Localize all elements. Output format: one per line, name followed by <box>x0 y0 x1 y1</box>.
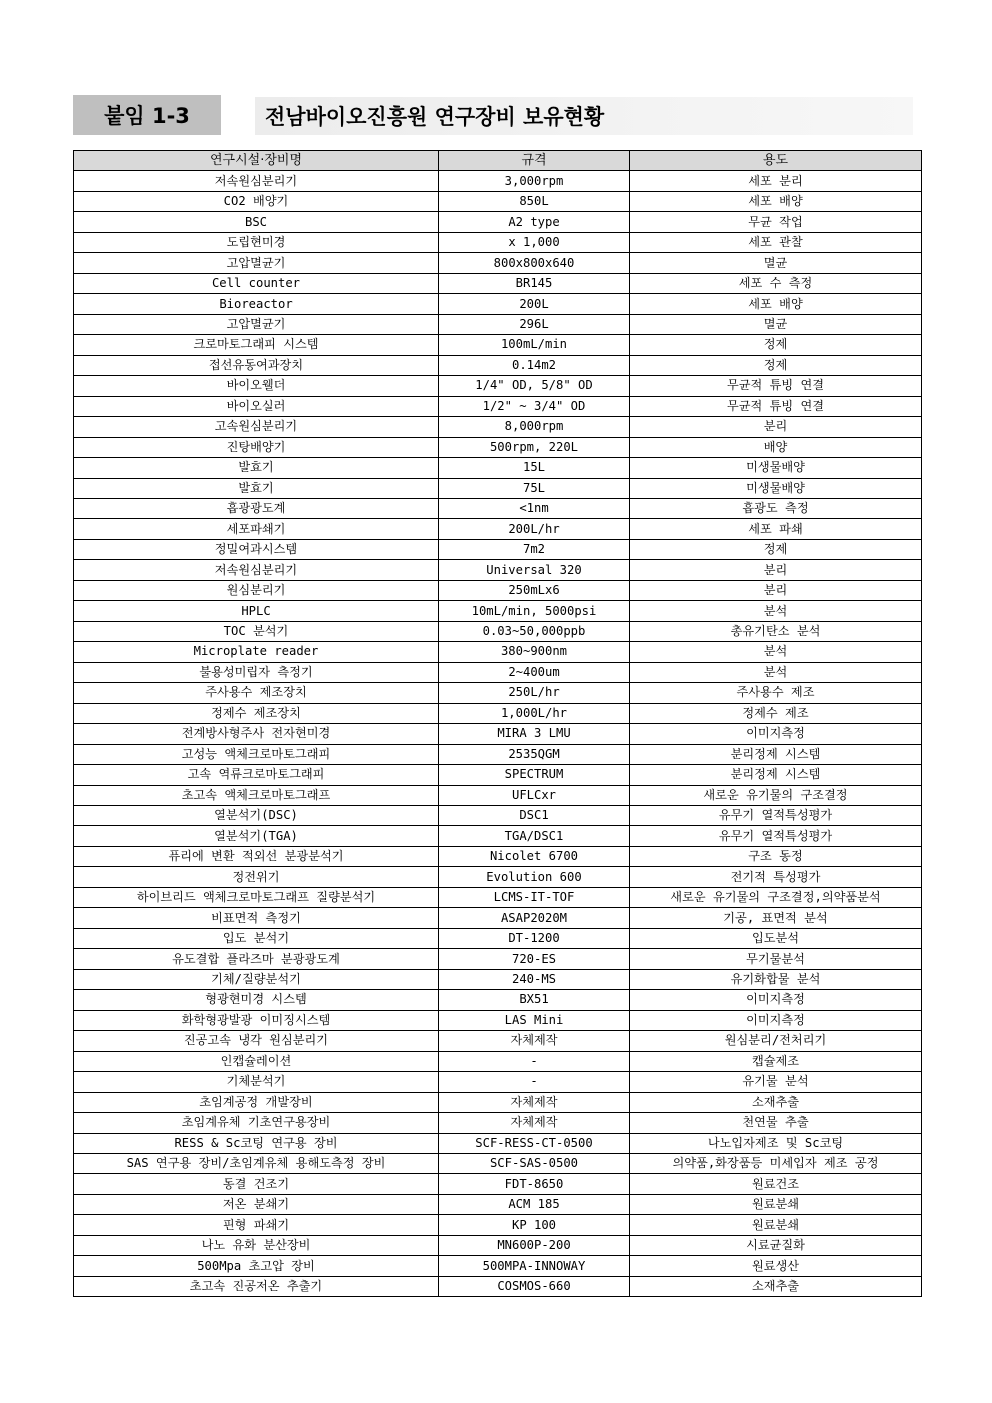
spec-cell: Nicolet 6700 <box>439 846 630 866</box>
usage-cell: 세포 배양 <box>630 294 922 314</box>
usage-cell: 원심분리/전처리기 <box>630 1031 922 1051</box>
usage-cell: 구조 동정 <box>630 846 922 866</box>
equipment-name-cell: 고속원심분리기 <box>74 417 439 437</box>
equipment-name-cell: 접선유동여과장치 <box>74 355 439 375</box>
table-row <box>74 171 922 191</box>
table-row <box>74 1113 922 1133</box>
spec-cell: 2535QGM <box>439 744 630 764</box>
equipment-name-cell: 입도 분석기 <box>74 928 439 948</box>
table-row <box>74 1010 922 1030</box>
table-row <box>74 314 922 334</box>
table-row <box>74 621 922 641</box>
spec-cell: 0.14m2 <box>439 355 630 375</box>
usage-cell: 정제 <box>630 539 922 559</box>
document-header <box>73 95 913 135</box>
spec-cell: LAS Mini <box>439 1010 630 1030</box>
equipment-name-cell: 기체분석기 <box>74 1072 439 1092</box>
usage-cell: 유무기 열적특성평가 <box>630 806 922 826</box>
equipment-name-cell: Cell counter <box>74 273 439 293</box>
table-row <box>74 519 922 539</box>
equipment-name-cell: BSC <box>74 212 439 232</box>
usage-cell: 주사용수 제조 <box>630 683 922 703</box>
table-row <box>74 1133 922 1153</box>
table-row <box>74 949 922 969</box>
table-row <box>74 232 922 252</box>
equipment-name-cell: 열분석기(DSC) <box>74 806 439 826</box>
equipment-name-cell: 핀형 파쇄기 <box>74 1215 439 1235</box>
spec-cell: SCF-SAS-0500 <box>439 1153 630 1173</box>
usage-cell: 무기물분석 <box>630 949 922 969</box>
usage-cell: 정제 <box>630 355 922 375</box>
table-row <box>74 908 922 928</box>
appendix-tag: 붙임 1-3 <box>73 95 221 135</box>
spec-cell: <1nm <box>439 498 630 518</box>
table-row <box>74 703 922 723</box>
usage-cell: 새로운 유기물의 구조결정 <box>630 785 922 805</box>
usage-cell: 시료균질화 <box>630 1235 922 1255</box>
table-row <box>74 253 922 273</box>
equipment-name-cell: 발효기 <box>74 458 439 478</box>
equipment-name-cell: 저속원심분리기 <box>74 560 439 580</box>
table-row <box>74 1072 922 1092</box>
spec-cell: 100mL/min <box>439 335 630 355</box>
equipment-name-cell: 유도결합 플라즈마 분광광도계 <box>74 949 439 969</box>
equipment-name-cell: 주사용수 제조장치 <box>74 683 439 703</box>
usage-cell: 분리 <box>630 417 922 437</box>
table-row <box>74 539 922 559</box>
usage-cell: 분석 <box>630 642 922 662</box>
usage-cell: 소재추출 <box>630 1276 922 1296</box>
equipment-name-cell: 고압멸균기 <box>74 253 439 273</box>
spec-cell: TGA/DSC1 <box>439 826 630 846</box>
spec-cell: - <box>439 1072 630 1092</box>
table-row <box>74 642 922 662</box>
usage-cell: 세포 분리 <box>630 171 922 191</box>
usage-cell: 입도분석 <box>630 928 922 948</box>
spec-cell: 720-ES <box>439 949 630 969</box>
table-row <box>74 662 922 682</box>
spec-cell: 200L <box>439 294 630 314</box>
spec-cell: ASAP2020M <box>439 908 630 928</box>
usage-cell: 분석 <box>630 601 922 621</box>
table-row <box>74 724 922 744</box>
equipment-name-cell: 바이오실러 <box>74 396 439 416</box>
document-title: 전남바이오진흥원 연구장비 보유현황 <box>255 97 913 135</box>
equipment-name-cell: 나노 유화 분산장비 <box>74 1235 439 1255</box>
equipment-name-cell: 인캡슐레이션 <box>74 1051 439 1071</box>
table-row <box>74 601 922 621</box>
table-row <box>74 826 922 846</box>
usage-cell: 무균 작업 <box>630 212 922 232</box>
table-row <box>74 765 922 785</box>
equipment-name-cell: RESS & Sc코팅 연구용 장비 <box>74 1133 439 1153</box>
table-row <box>74 191 922 211</box>
column-header-name: 연구시설·장비명 <box>74 151 439 171</box>
usage-cell: 원료생산 <box>630 1256 922 1276</box>
spec-cell: 850L <box>439 191 630 211</box>
usage-cell: 캡슐제조 <box>630 1051 922 1071</box>
equipment-name-cell: 형광현미경 시스템 <box>74 990 439 1010</box>
equipment-name-cell: 저속원심분리기 <box>74 171 439 191</box>
equipment-name-cell: 기체/질량분석기 <box>74 969 439 989</box>
usage-cell: 분석 <box>630 662 922 682</box>
equipment-table <box>73 150 922 1297</box>
equipment-name-cell: 세포파쇄기 <box>74 519 439 539</box>
spec-cell: DSC1 <box>439 806 630 826</box>
column-header-usage: 용도 <box>630 151 922 171</box>
usage-cell: 원료분쇄 <box>630 1194 922 1214</box>
usage-cell: 정제 <box>630 335 922 355</box>
usage-cell: 멸균 <box>630 314 922 334</box>
equipment-name-cell: 정제수 제조장치 <box>74 703 439 723</box>
spec-cell: 자체제작 <box>439 1031 630 1051</box>
usage-cell: 이미지측정 <box>630 990 922 1010</box>
table-row <box>74 437 922 457</box>
equipment-name-cell: 진공고속 냉각 원심분리기 <box>74 1031 439 1051</box>
usage-cell: 유기화합물 분석 <box>630 969 922 989</box>
table-row <box>74 1256 922 1276</box>
table-row <box>74 396 922 416</box>
spec-cell: KP 100 <box>439 1215 630 1235</box>
equipment-name-cell: 열분석기(TGA) <box>74 826 439 846</box>
spec-cell: MN600P-200 <box>439 1235 630 1255</box>
equipment-name-cell: 원심분리기 <box>74 580 439 600</box>
equipment-name-cell: 초임계공정 개발장비 <box>74 1092 439 1112</box>
spec-cell: 1,000L/hr <box>439 703 630 723</box>
usage-cell: 분리 <box>630 580 922 600</box>
equipment-name-cell: 발효기 <box>74 478 439 498</box>
usage-cell: 무균적 튜빙 연결 <box>630 396 922 416</box>
table-row <box>74 498 922 518</box>
spec-cell: 자체제작 <box>439 1113 630 1133</box>
table-row <box>74 417 922 437</box>
table-row <box>74 458 922 478</box>
spec-cell: LCMS-IT-TOF <box>439 887 630 907</box>
table-row <box>74 212 922 232</box>
usage-cell: 원료분쇄 <box>630 1215 922 1235</box>
spec-cell: 250L/hr <box>439 683 630 703</box>
spec-cell: 15L <box>439 458 630 478</box>
table-row <box>74 969 922 989</box>
equipment-name-cell: 정전위기 <box>74 867 439 887</box>
table-row <box>74 1031 922 1051</box>
spec-cell: - <box>439 1051 630 1071</box>
spec-cell: 7m2 <box>439 539 630 559</box>
spec-cell: COSMOS-660 <box>439 1276 630 1296</box>
spec-cell: BX51 <box>439 990 630 1010</box>
equipment-name-cell: 진탕배양기 <box>74 437 439 457</box>
equipment-name-cell: HPLC <box>74 601 439 621</box>
table-row <box>74 478 922 498</box>
usage-cell: 세포 수 측정 <box>630 273 922 293</box>
equipment-name-cell: 고압멸균기 <box>74 314 439 334</box>
table-row <box>74 355 922 375</box>
usage-cell: 세포 배양 <box>630 191 922 211</box>
usage-cell: 배양 <box>630 437 922 457</box>
spec-cell: 500rpm, 220L <box>439 437 630 457</box>
usage-cell: 나노입자제조 및 Sc코팅 <box>630 1133 922 1153</box>
usage-cell: 전기적 특성평가 <box>630 867 922 887</box>
table-row <box>74 806 922 826</box>
table-row <box>74 1276 922 1296</box>
usage-cell: 세포 파쇄 <box>630 519 922 539</box>
usage-cell: 이미지측정 <box>630 724 922 744</box>
equipment-name-cell: 불용성미립자 측정기 <box>74 662 439 682</box>
usage-cell: 분리정제 시스템 <box>630 744 922 764</box>
equipment-name-cell: 바이오웰더 <box>74 376 439 396</box>
usage-cell: 유기물 분석 <box>630 1072 922 1092</box>
table-row <box>74 785 922 805</box>
usage-cell: 의약품,화장품등 미세입자 제조 공정 <box>630 1153 922 1173</box>
spec-cell: FDT-8650 <box>439 1174 630 1194</box>
equipment-name-cell: SAS 연구용 장비/초임계유체 용해도측정 장비 <box>74 1153 439 1173</box>
table-row <box>74 887 922 907</box>
equipment-name-cell: 하이브리드 액체크로마토그래프 질량분석기 <box>74 887 439 907</box>
table-row <box>74 1194 922 1214</box>
table-row <box>74 846 922 866</box>
equipment-name-cell: Bioreactor <box>74 294 439 314</box>
usage-cell: 세포 관찰 <box>630 232 922 252</box>
usage-cell: 원료건조 <box>630 1174 922 1194</box>
spec-cell: SCF-RESS-CT-0500 <box>439 1133 630 1153</box>
usage-cell: 새로운 유기물의 구조결정,의약품분석 <box>630 887 922 907</box>
usage-cell: 천연물 추출 <box>630 1113 922 1133</box>
table-row <box>74 990 922 1010</box>
table-row <box>74 1153 922 1173</box>
spec-cell: x 1,000 <box>439 232 630 252</box>
usage-cell: 무균적 튜빙 연결 <box>630 376 922 396</box>
table-row <box>74 1051 922 1071</box>
equipment-name-cell: 저온 분쇄기 <box>74 1194 439 1214</box>
spec-cell: Universal 320 <box>439 560 630 580</box>
usage-cell: 멸균 <box>630 253 922 273</box>
table-row <box>74 928 922 948</box>
table-row <box>74 1215 922 1235</box>
spec-cell: 500MPA-INNOWAY <box>439 1256 630 1276</box>
table-row <box>74 867 922 887</box>
equipment-name-cell: 비표면적 측정기 <box>74 908 439 928</box>
spec-cell: 1/2" ~ 3/4" OD <box>439 396 630 416</box>
usage-cell: 소재추출 <box>630 1092 922 1112</box>
spec-cell: 3,000rpm <box>439 171 630 191</box>
usage-cell: 미생물배양 <box>630 458 922 478</box>
equipment-name-cell: 크로마토그래피 시스템 <box>74 335 439 355</box>
spec-cell: Evolution 600 <box>439 867 630 887</box>
spec-cell: ACM 185 <box>439 1194 630 1214</box>
table-row <box>74 273 922 293</box>
equipment-name-cell: 초고속 액체크로마토그래프 <box>74 785 439 805</box>
usage-cell: 분리정제 시스템 <box>630 765 922 785</box>
equipment-name-cell: Microplate reader <box>74 642 439 662</box>
table-row <box>74 744 922 764</box>
spec-cell: DT-1200 <box>439 928 630 948</box>
usage-cell: 이미지측정 <box>630 1010 922 1030</box>
usage-cell: 흡광도 측정 <box>630 498 922 518</box>
equipment-name-cell: 화학형광발광 이미징시스템 <box>74 1010 439 1030</box>
spec-cell: 250mLx6 <box>439 580 630 600</box>
table-row <box>74 560 922 580</box>
table-row <box>74 580 922 600</box>
equipment-name-cell: CO2 배양기 <box>74 191 439 211</box>
usage-cell: 기공, 표면적 분석 <box>630 908 922 928</box>
table-row <box>74 294 922 314</box>
spec-cell: 75L <box>439 478 630 498</box>
equipment-name-cell: 정밀여과시스템 <box>74 539 439 559</box>
table-body <box>74 171 922 1297</box>
spec-cell: 1/4" OD, 5/8" OD <box>439 376 630 396</box>
equipment-name-cell: 퓨리에 변환 적외선 분광분석기 <box>74 846 439 866</box>
usage-cell: 분리 <box>630 560 922 580</box>
table-row <box>74 683 922 703</box>
usage-cell: 총유기탄소 분석 <box>630 621 922 641</box>
equipment-name-cell: 고속 역류크로마토그래피 <box>74 765 439 785</box>
table-row <box>74 1235 922 1255</box>
equipment-name-cell: 흡광광도계 <box>74 498 439 518</box>
spec-cell: 296L <box>439 314 630 334</box>
equipment-name-cell: 전계방사형주사 전자현미경 <box>74 724 439 744</box>
spec-cell: UFLCxr <box>439 785 630 805</box>
usage-cell: 미생물배양 <box>630 478 922 498</box>
table-row <box>74 1092 922 1112</box>
spec-cell: 380~900nm <box>439 642 630 662</box>
table-row <box>74 335 922 355</box>
spec-cell: 800x800x640 <box>439 253 630 273</box>
spec-cell: BR145 <box>439 273 630 293</box>
equipment-name-cell: TOC 분석기 <box>74 621 439 641</box>
equipment-name-cell: 초임계유체 기초연구용장비 <box>74 1113 439 1133</box>
spec-cell: 240-MS <box>439 969 630 989</box>
spec-cell: 8,000rpm <box>439 417 630 437</box>
table-row <box>74 1174 922 1194</box>
spec-cell: 2~400um <box>439 662 630 682</box>
equipment-name-cell: 초고속 진공저온 추출기 <box>74 1276 439 1296</box>
spec-cell: SPECTRUM <box>439 765 630 785</box>
table-row <box>74 376 922 396</box>
equipment-name-cell: 도립현미경 <box>74 232 439 252</box>
equipment-name-cell: 500Mpa 초고압 장비 <box>74 1256 439 1276</box>
table-header-row <box>74 151 922 171</box>
column-header-spec: 규격 <box>439 151 630 171</box>
usage-cell: 정제수 제조 <box>630 703 922 723</box>
spec-cell: MIRA 3 LMU <box>439 724 630 744</box>
spec-cell: 0.03~50,000ppb <box>439 621 630 641</box>
equipment-name-cell: 고성능 액체크로마토그래피 <box>74 744 439 764</box>
equipment-name-cell: 동결 건조기 <box>74 1174 439 1194</box>
spec-cell: 10mL/min, 5000psi <box>439 601 630 621</box>
spec-cell: 자체제작 <box>439 1092 630 1112</box>
spec-cell: A2 type <box>439 212 630 232</box>
usage-cell: 유무기 열적특성평가 <box>630 826 922 846</box>
spec-cell: 200L/hr <box>439 519 630 539</box>
